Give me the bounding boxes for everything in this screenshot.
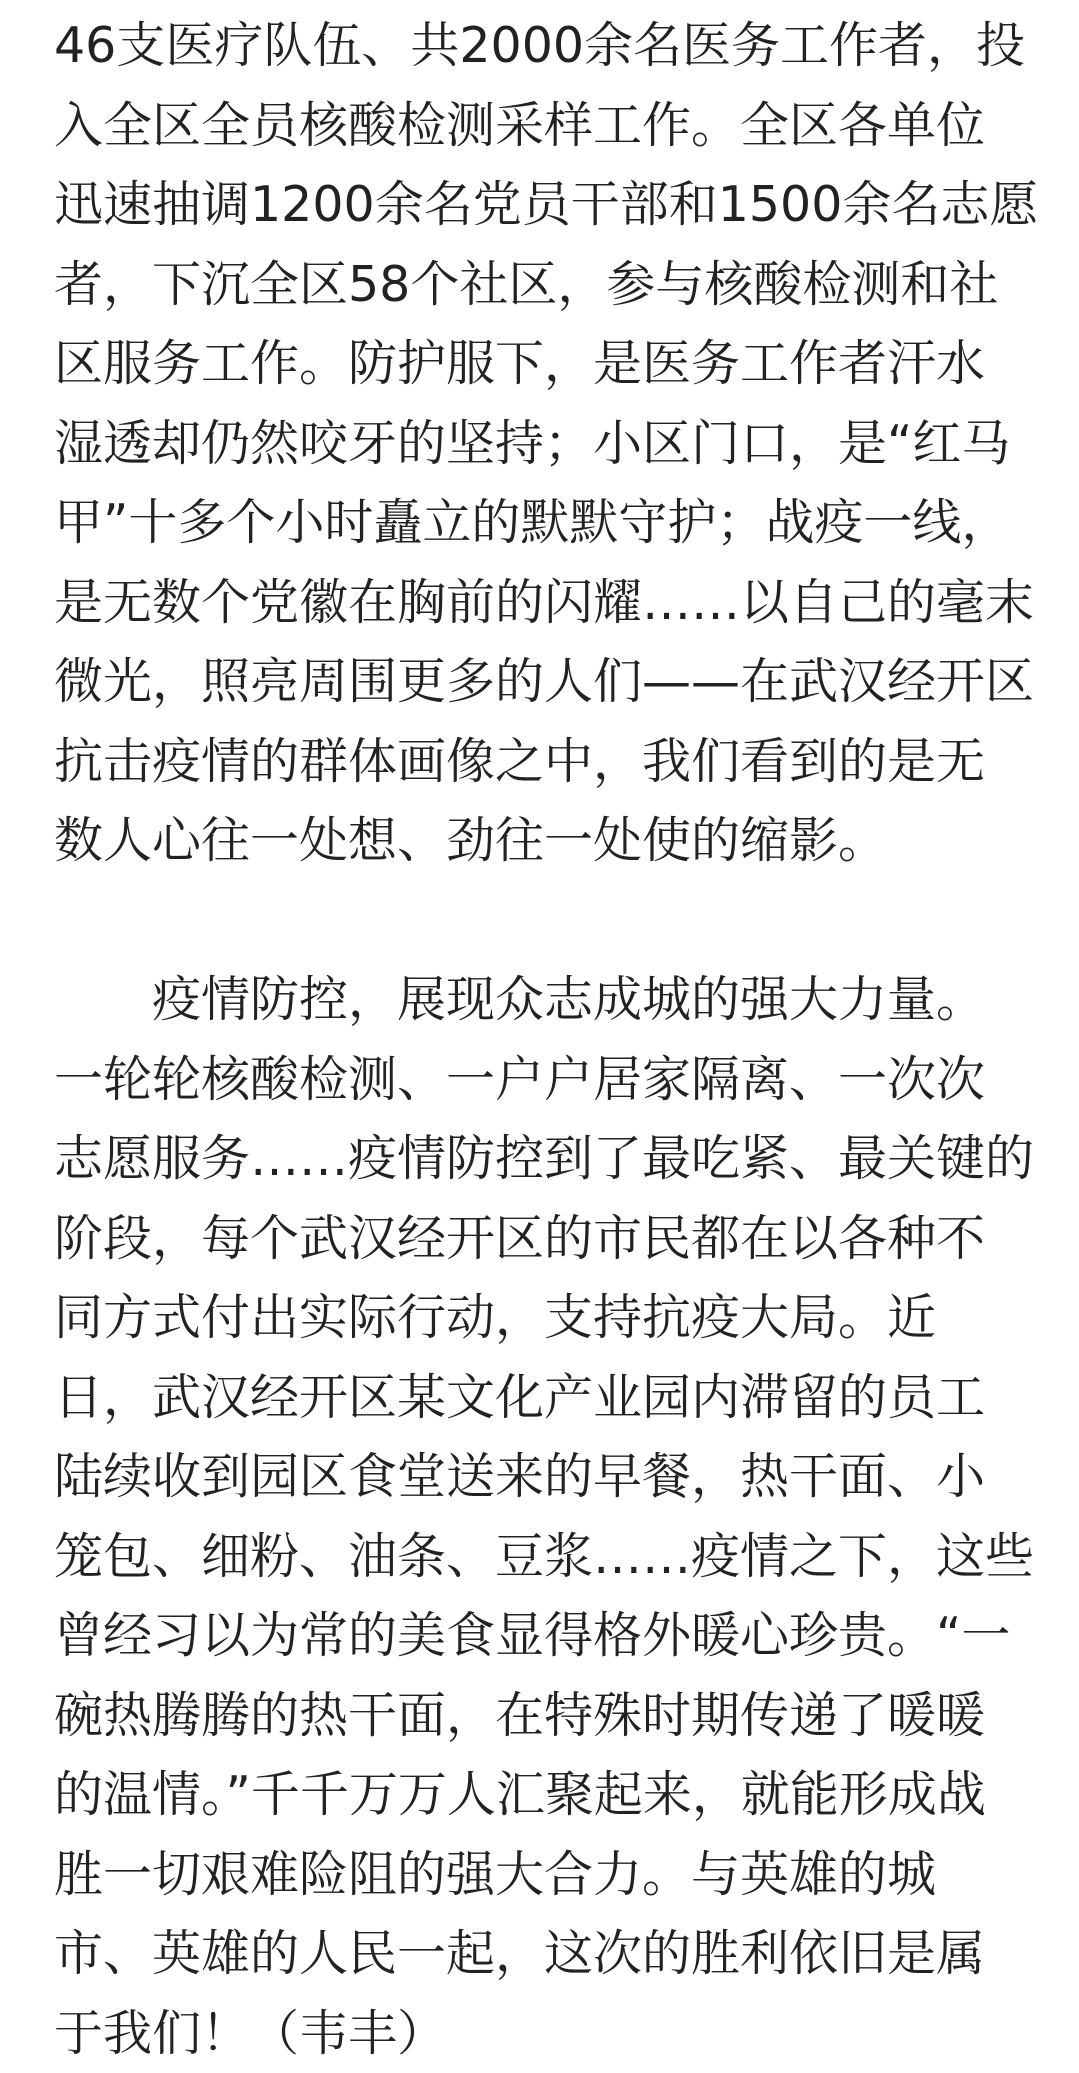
paragraph-spacer bbox=[54, 881, 1031, 961]
text-line: 于我们！（韦丰） bbox=[54, 1994, 1031, 2073]
text-line: 的温情。”千千万万人汇聚起来，就能形成战 bbox=[54, 1755, 1031, 1835]
text-line: 数人心往一处想、劲往一处使的缩影。 bbox=[54, 801, 1031, 881]
text-line: 一轮轮核酸检测、一户户居家隔离、一次次 bbox=[54, 1040, 1031, 1120]
text-line: 湿透却仍然咬牙的坚持；小区门口，是“红马 bbox=[54, 404, 1031, 484]
text-line: 曾经习以为常的美食显得格外暖心珍贵。“一 bbox=[54, 1596, 1031, 1676]
text-line: 陆续收到园区食堂送来的早餐，热干面、小 bbox=[54, 1437, 1031, 1517]
paragraph-1 bbox=[54, 6, 1031, 881]
text-line: 区服务工作。防护服下，是医务工作者汗水 bbox=[54, 324, 1031, 404]
text-line: 迅速抽调1200余名党员干部和1500余名志愿 bbox=[54, 165, 1031, 245]
paragraph-2 bbox=[54, 960, 1031, 2073]
text-line: 甲”十多个小时矗立的默默守护；战疫一线， bbox=[54, 483, 1031, 563]
text-line: 日，武汉经开区某文化产业园内滞留的员工 bbox=[54, 1358, 1031, 1438]
text-line: 抗击疫情的群体画像之中，我们看到的是无 bbox=[54, 722, 1031, 802]
text-line: 者，下沉全区58个社区，参与核酸检测和社 bbox=[54, 245, 1031, 325]
text-line: 46支医疗队伍、共2000余名医务工作者，投 bbox=[54, 6, 1031, 86]
text-line: 微光，照亮周围更多的人们——在武汉经开区 bbox=[54, 642, 1031, 722]
text-line: 市、英雄的人民一起，这次的胜利依旧是属 bbox=[54, 1914, 1031, 1994]
text-line: 碗热腾腾的热干面，在特殊时期传递了暖暖 bbox=[54, 1676, 1031, 1756]
text-line-indented: 疫情防控，展现众志成城的强大力量。 bbox=[54, 960, 1031, 1040]
text-line: 同方式付出实际行动，支持抗疫大局。近 bbox=[54, 1278, 1031, 1358]
text-line: 志愿服务……疫情防控到了最吃紧、最关键的 bbox=[54, 1119, 1031, 1199]
text-line: 胜一切艰难险阻的强大合力。与英雄的城 bbox=[54, 1835, 1031, 1915]
text-line: 是无数个党徽在胸前的闪耀……以自己的毫末 bbox=[54, 563, 1031, 643]
text-line: 笼包、细粉、油条、豆浆……疫情之下，这些 bbox=[54, 1517, 1031, 1597]
text-line: 阶段，每个武汉经开区的市民都在以各种不 bbox=[54, 1199, 1031, 1279]
text-line: 入全区全员核酸检测采样工作。全区各单位 bbox=[54, 86, 1031, 166]
